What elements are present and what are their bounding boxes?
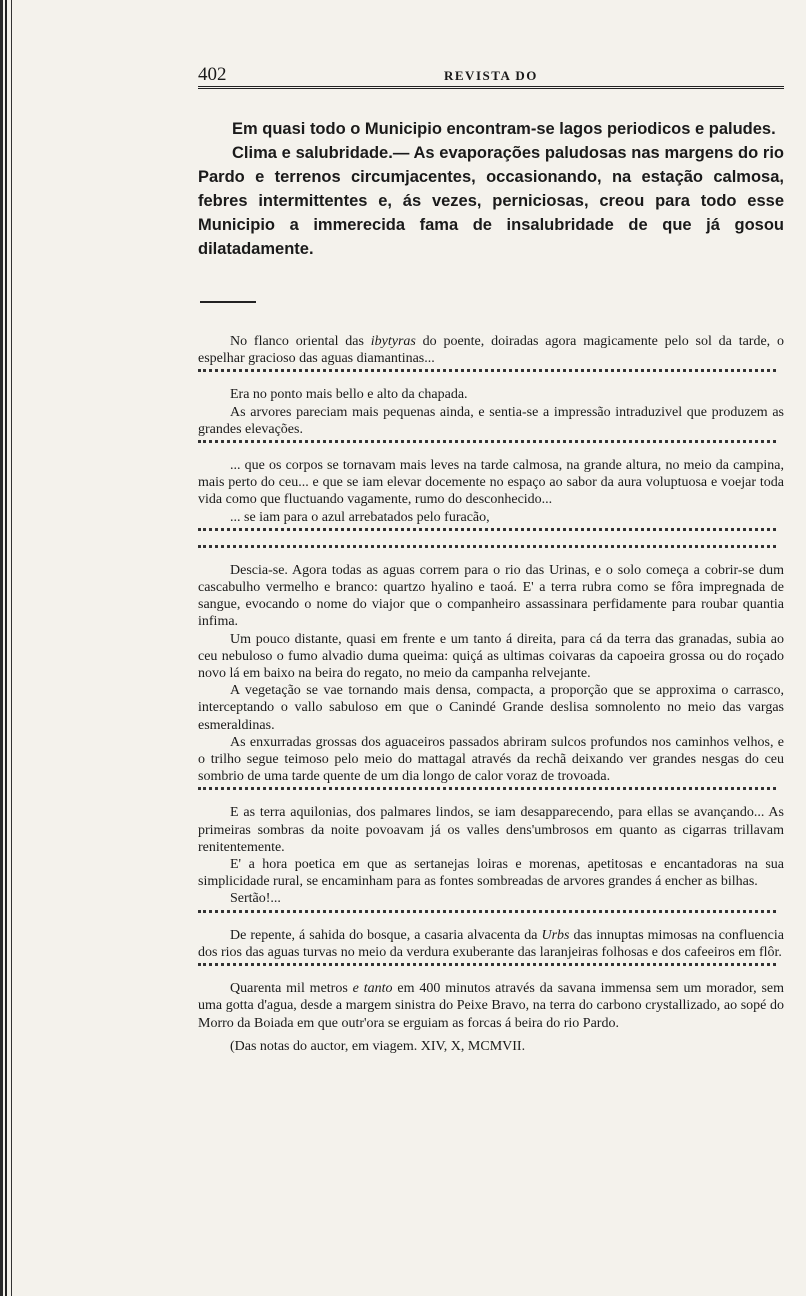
note-paragraph: As arvores pareciam mais pequenas ainda, e sentia-se a impressão intraduzivel que produzem as grandes elevações. (198, 404, 784, 437)
note-text: No flanco oriental das (230, 334, 371, 349)
note-text: De repente, á sahida do bosque, a casaria alvacenta da (230, 927, 542, 943)
note-paragraph: Um pouco distante, quasi em frente e um tanto á direita, para cá da terra das granadas, subia ao ceu nebuloso o fumo alvadio duma queima: quiçá as ultimas coivaras da capoeira grossa ou do roçado novo lá em baixo na beira do regato, no meio da campanha relvejante. (198, 631, 784, 682)
note-paragraph (198, 980, 784, 1032)
note-paragraph: ... que os corpos se tornavam mais leves na tarde calmosa, na grande altura, no meio da campina, mais perto do ceu... e que se iam elevar docemente no espaço ao sabor da aura voluptuosa e voejar toda vida como que fluctuando vagamente, rumo do desconhecido... (198, 458, 784, 508)
dotted-separator (198, 369, 776, 382)
note-paragraph: Era no ponto mais bello e alto da chapada. (230, 387, 468, 403)
footnote-rule (200, 301, 256, 303)
note-signature: (Das notas do auctor, em viagem. XIV, X, MCMVII. (230, 1038, 526, 1054)
dotted-separator (198, 910, 776, 923)
note-paragraph: Sertão!... (230, 891, 281, 907)
note-text: em 400 minutos através da savana immensa sem um morador, sem uma gotta d'agua, desde a margem sinistra do Peixe Bravo, na terra do carbono crystallizado, ao sopé do Morro da Boiada em que outr'ora se erguiam as forcas á beira do rio Pardo. (198, 981, 785, 1031)
section-heading: Clima e salubridade. (232, 144, 393, 162)
main-text (198, 117, 784, 261)
dotted-separator (198, 440, 776, 453)
page (198, 60, 784, 1055)
note-paragraph: E as terra aquilonias, dos palmares lindos, se iam desapparecendo, para ellas se avançando... As primeiras sombras da noite povoavam já os valles dens'umbrosos em quanto as cigarras trillavam renitentemente. (198, 805, 784, 855)
note-text: Quarenta mil metros (230, 981, 353, 997)
dotted-separator (198, 787, 776, 800)
book-binding-edge (0, 0, 20, 1296)
page-header (198, 60, 784, 89)
note-text: do poente, doiradas agora magicamente pelo sol da tarde, o espelhar gracioso das aguas diamantinas... (198, 334, 784, 367)
author-notes (198, 333, 784, 1055)
dotted-separator (198, 528, 776, 541)
note-paragraph: A vegetação se vae tornando mais densa, compacta, a proporção que se approxima o carrasco, interceptando o vallo sabuloso em que o Canindé Grande deslisa somnolento no meio das vargas esmeraldinas. (198, 683, 784, 733)
note-paragraph: ... se iam para o azul arrebatados pelo furacão, (230, 509, 490, 525)
note-paragraph: As enxurradas grossas dos aguaceiros passados abriram sulcos profundos nos caminhos velhos, e o trilho segue teimoso pelo meio do mattagal através da rechã deixando ver grandes nesgas do ceu sombrio de uma tarde quente de um dia longo de calor voraz de trovoada. (198, 734, 784, 785)
note-paragraph: E' a hora poetica em que as sertanejas loiras e morenas, apetitosas e encantadoras na sua simplicidade rural, se encaminham para as fontes sombreadas de arvores grandes á encher as bilhas. (198, 857, 784, 890)
note-italic: Urbs (541, 927, 570, 943)
page-number: 402 (198, 64, 227, 85)
paragraph-clima (198, 141, 784, 261)
running-head: REVISTA DO (444, 68, 538, 83)
note-paragraph (198, 333, 784, 367)
paragraph-lagos: Em quasi todo o Municipio encontram-se lagos periodicos e paludes. (232, 120, 776, 138)
note-italic: ibytyras (370, 334, 416, 349)
note-text: das innuptas mimosas na confluencia dos rios das aguas turvas no meio da verdura exuberante das laranjeiras folhosas e dos cafeeiros em flôr. (198, 927, 784, 960)
note-italic: e tanto (352, 981, 393, 997)
note-paragraph: Descia-se. Agora todas as aguas correm para o rio das Urinas, e o solo começa a cobrir-se dum cascabulho vermelho e branco: quartzo hyalino e taoá. E' a terra rubra como se fôra impregnada de sangue, evocando o nome do viajor que o companheiro assassinara perfidamente para roubar quantia infima. (198, 562, 784, 630)
dotted-separator (198, 545, 776, 558)
dotted-separator (198, 963, 776, 976)
paragraph-clima-text: — As evaporações paludosas nas margens do rio Pardo e terrenos circumjacentes, occasionando, na estação calmosa, febres intermittentes e, ás vezes, perniciosas, creou para todo esse Municipio a immerecida fama de insalubridade de que já gosou dilatadamente. (198, 144, 784, 258)
note-paragraph (198, 927, 784, 961)
